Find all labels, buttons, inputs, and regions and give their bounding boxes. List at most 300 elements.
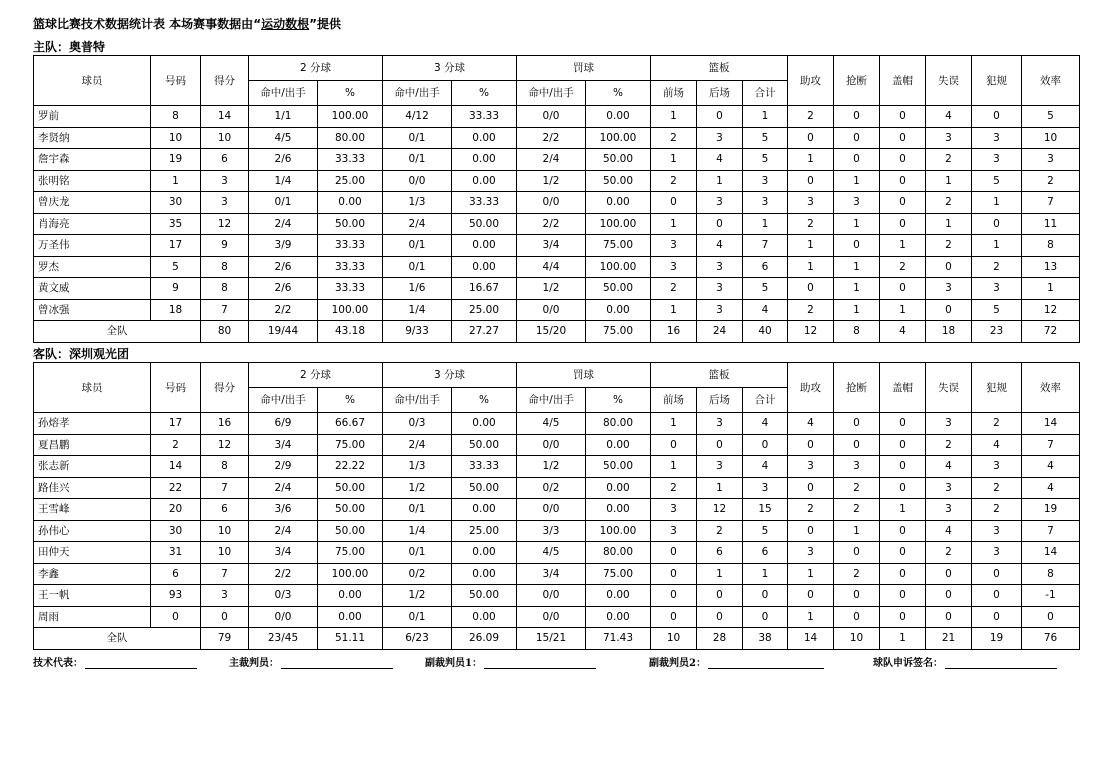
cell-assists: 2 (788, 299, 834, 321)
cell-ft-pct: 0.00 (586, 606, 651, 628)
tech-rep-label: 技术代表： (33, 658, 83, 669)
cell-ft-made: 0/2 (517, 477, 586, 499)
col-header-points: 得分 (201, 56, 249, 106)
col-header-def-reb: 后场 (697, 388, 743, 413)
cell-fouls: 3 (972, 278, 1022, 300)
cell-turnovers: 0 (926, 606, 972, 628)
cell-off-reb: 0 (651, 434, 697, 456)
col-header-three-pct: % (452, 388, 517, 413)
cell-ft-made: 0/0 (517, 499, 586, 521)
cell-off-reb: 0 (651, 563, 697, 585)
cell-player: 黄文威 (34, 278, 151, 300)
col-header-three-pt: 3 分球 (383, 56, 517, 81)
cell-turnovers: 3 (926, 477, 972, 499)
cell-def-reb: 3 (697, 192, 743, 214)
cell-ft-pct: 50.00 (586, 170, 651, 192)
title-prefix: 篮球比赛技术数据统计表 本场赛事数据由 (33, 17, 254, 31)
cell-two-made: 1/4 (249, 170, 318, 192)
player-row (34, 192, 1080, 214)
cell-tot-reb: 0 (743, 434, 788, 456)
cell-fouls: 4 (972, 434, 1022, 456)
title-source: 运动数根 (261, 17, 310, 31)
cell-ft-pct: 50.00 (586, 278, 651, 300)
player-row (34, 585, 1080, 607)
cell-blocks: 0 (880, 213, 926, 235)
cell-efficiency: -1 (1022, 585, 1080, 607)
cell-two-made: 2/2 (249, 563, 318, 585)
cell-assists: 3 (788, 456, 834, 478)
cell-ft-pct: 100.00 (586, 520, 651, 542)
col-header-fouls: 犯规 (972, 56, 1022, 106)
cell-turnovers: 0 (926, 299, 972, 321)
cell-ft-made: 3/4 (517, 563, 586, 585)
cell-turnovers: 2 (926, 235, 972, 257)
col-header-ft-made-att: 命中/出手 (517, 388, 586, 413)
col-header-off-reb: 前场 (651, 81, 697, 106)
cell-number: 17 (151, 413, 201, 435)
total-three-pct: 26.09 (452, 628, 517, 650)
col-header-number: 号码 (151, 56, 201, 106)
col-header-two-pct: % (318, 81, 383, 106)
cell-two-made: 4/5 (249, 127, 318, 149)
cell-number: 93 (151, 585, 201, 607)
cell-assists: 0 (788, 170, 834, 192)
player-row (34, 278, 1080, 300)
total-two-made: 19/44 (249, 321, 318, 343)
cell-steals: 0 (834, 106, 880, 128)
col-header-steals: 抢断 (834, 56, 880, 106)
cell-points: 3 (201, 170, 249, 192)
cell-number: 30 (151, 520, 201, 542)
cell-ft-pct: 0.00 (586, 585, 651, 607)
cell-player: 孙熔孝 (34, 413, 151, 435)
cell-two-made: 2/6 (249, 149, 318, 171)
cell-number: 10 (151, 127, 201, 149)
cell-turnovers: 0 (926, 585, 972, 607)
cell-steals: 3 (834, 456, 880, 478)
cell-efficiency: 7 (1022, 192, 1080, 214)
cell-turnovers: 3 (926, 278, 972, 300)
cell-two-pct: 50.00 (318, 477, 383, 499)
cell-off-reb: 2 (651, 278, 697, 300)
cell-assists: 1 (788, 256, 834, 278)
cell-off-reb: 1 (651, 213, 697, 235)
cell-efficiency: 3 (1022, 149, 1080, 171)
cell-ft-pct: 100.00 (586, 213, 651, 235)
cell-player: 路佳兴 (34, 477, 151, 499)
cell-player: 李鑫 (34, 563, 151, 585)
cell-two-made: 3/9 (249, 235, 318, 257)
umpire2-line[interactable] (708, 657, 824, 669)
cell-off-reb: 3 (651, 499, 697, 521)
header-row-top (34, 363, 1080, 388)
col-header-rebounds: 篮板 (651, 56, 788, 81)
cell-player: 王雪峰 (34, 499, 151, 521)
col-header-two-made-att: 命中/出手 (249, 81, 318, 106)
total-efficiency: 72 (1022, 321, 1080, 343)
cell-fouls: 5 (972, 170, 1022, 192)
cell-tot-reb: 6 (743, 256, 788, 278)
title-suffix: 提供 (316, 17, 341, 31)
cell-two-made: 2/2 (249, 299, 318, 321)
cell-turnovers: 0 (926, 563, 972, 585)
cell-ft-pct: 0.00 (586, 434, 651, 456)
cell-off-reb: 2 (651, 170, 697, 192)
cell-player: 罗前 (34, 106, 151, 128)
cell-number: 17 (151, 235, 201, 257)
team-total-row (34, 628, 1080, 650)
cell-turnovers: 4 (926, 106, 972, 128)
cell-turnovers: 4 (926, 456, 972, 478)
cell-two-made: 3/6 (249, 499, 318, 521)
total-player: 全队 (34, 628, 201, 650)
cell-three-made: 0/2 (383, 563, 452, 585)
cell-steals: 0 (834, 235, 880, 257)
player-row (34, 256, 1080, 278)
cell-player: 万圣伟 (34, 235, 151, 257)
col-header-player: 球员 (34, 363, 151, 413)
total-ft-made: 15/21 (517, 628, 586, 650)
cell-ft-made: 0/0 (517, 585, 586, 607)
cell-number: 18 (151, 299, 201, 321)
total-three-made: 6/23 (383, 628, 452, 650)
cell-steals: 1 (834, 213, 880, 235)
cell-two-pct: 75.00 (318, 542, 383, 564)
cell-two-made: 2/4 (249, 213, 318, 235)
cell-assists: 2 (788, 106, 834, 128)
cell-fouls: 2 (972, 499, 1022, 521)
cell-def-reb: 3 (697, 413, 743, 435)
cell-ft-pct: 50.00 (586, 456, 651, 478)
cell-player: 王一帆 (34, 585, 151, 607)
cell-ft-pct: 0.00 (586, 192, 651, 214)
header-row-top (34, 56, 1080, 81)
cell-number: 0 (151, 606, 201, 628)
cell-number: 5 (151, 256, 201, 278)
cell-player: 罗杰 (34, 256, 151, 278)
cell-two-made: 2/6 (249, 278, 318, 300)
cell-efficiency: 1 (1022, 278, 1080, 300)
cell-tot-reb: 1 (743, 213, 788, 235)
total-off-reb: 16 (651, 321, 697, 343)
cell-blocks: 2 (880, 256, 926, 278)
cell-assists: 0 (788, 278, 834, 300)
cell-three-made: 0/1 (383, 256, 452, 278)
col-header-blocks: 盖帽 (880, 56, 926, 106)
cell-number: 19 (151, 149, 201, 171)
cell-three-pct: 0.00 (452, 256, 517, 278)
cell-two-pct: 100.00 (318, 563, 383, 585)
cell-fouls: 3 (972, 127, 1022, 149)
cell-two-pct: 75.00 (318, 434, 383, 456)
cell-ft-pct: 80.00 (586, 413, 651, 435)
cell-steals: 1 (834, 299, 880, 321)
cell-turnovers: 3 (926, 127, 972, 149)
col-header-player: 球员 (34, 56, 151, 106)
cell-blocks: 1 (880, 499, 926, 521)
cell-two-made: 6/9 (249, 413, 318, 435)
cell-player: 肖海亮 (34, 213, 151, 235)
cell-number: 1 (151, 170, 201, 192)
cell-ft-pct: 80.00 (586, 542, 651, 564)
col-header-rebounds: 篮板 (651, 363, 788, 388)
cell-def-reb: 3 (697, 127, 743, 149)
cell-blocks: 0 (880, 170, 926, 192)
cell-tot-reb: 4 (743, 413, 788, 435)
cell-blocks: 0 (880, 278, 926, 300)
cell-ft-made: 0/0 (517, 106, 586, 128)
col-header-two-made-att: 命中/出手 (249, 388, 318, 413)
cell-three-made: 1/3 (383, 192, 452, 214)
signature-row (33, 654, 1080, 670)
cell-blocks: 0 (880, 192, 926, 214)
cell-def-reb: 1 (697, 477, 743, 499)
cell-ft-made: 1/2 (517, 170, 586, 192)
cell-off-reb: 0 (651, 542, 697, 564)
cell-efficiency: 7 (1022, 434, 1080, 456)
total-three-made: 9/33 (383, 321, 452, 343)
player-row (34, 520, 1080, 542)
cell-three-made: 2/4 (383, 213, 452, 235)
cell-assists: 1 (788, 563, 834, 585)
cell-steals: 1 (834, 256, 880, 278)
cell-assists: 0 (788, 127, 834, 149)
player-row (34, 606, 1080, 628)
cell-ft-pct: 0.00 (586, 477, 651, 499)
cell-three-pct: 16.67 (452, 278, 517, 300)
cell-player: 田仲天 (34, 542, 151, 564)
cell-points: 0 (201, 606, 249, 628)
cell-steals: 1 (834, 278, 880, 300)
total-ft-pct: 75.00 (586, 321, 651, 343)
cell-three-pct: 33.33 (452, 106, 517, 128)
cell-player: 李贤纳 (34, 127, 151, 149)
cell-efficiency: 4 (1022, 477, 1080, 499)
cell-assists: 2 (788, 213, 834, 235)
cell-off-reb: 3 (651, 235, 697, 257)
umpire1-line[interactable] (484, 657, 596, 669)
cell-ft-made: 0/0 (517, 434, 586, 456)
cell-two-made: 2/4 (249, 520, 318, 542)
player-row (34, 299, 1080, 321)
chief-ref-signature (229, 654, 393, 669)
cell-number: 20 (151, 499, 201, 521)
cell-three-pct: 0.00 (452, 235, 517, 257)
player-row (34, 563, 1080, 585)
cell-assists: 0 (788, 477, 834, 499)
cell-three-made: 0/1 (383, 499, 452, 521)
chief-ref-line[interactable] (281, 657, 393, 669)
cell-turnovers: 0 (926, 256, 972, 278)
cell-points: 10 (201, 520, 249, 542)
cell-def-reb: 0 (697, 434, 743, 456)
cell-fouls: 0 (972, 106, 1022, 128)
cell-efficiency: 14 (1022, 542, 1080, 564)
cell-two-pct: 0.00 (318, 585, 383, 607)
total-blocks: 4 (880, 321, 926, 343)
cell-fouls: 3 (972, 520, 1022, 542)
cell-off-reb: 0 (651, 192, 697, 214)
cell-efficiency: 5 (1022, 106, 1080, 128)
cell-fouls: 1 (972, 192, 1022, 214)
cell-steals: 0 (834, 585, 880, 607)
cell-three-pct: 0.00 (452, 499, 517, 521)
cell-assists: 0 (788, 434, 834, 456)
cell-blocks: 0 (880, 477, 926, 499)
cell-points: 12 (201, 213, 249, 235)
cell-efficiency: 7 (1022, 520, 1080, 542)
cell-player: 詹宇森 (34, 149, 151, 171)
cell-two-made: 3/4 (249, 542, 318, 564)
cell-def-reb: 6 (697, 542, 743, 564)
col-header-turnovers: 失误 (926, 363, 972, 413)
total-def-reb: 28 (697, 628, 743, 650)
cell-three-made: 4/12 (383, 106, 452, 128)
cell-tot-reb: 1 (743, 563, 788, 585)
cell-off-reb: 2 (651, 127, 697, 149)
cell-off-reb: 1 (651, 456, 697, 478)
cell-two-made: 0/3 (249, 585, 318, 607)
col-header-fouls: 犯规 (972, 363, 1022, 413)
cell-efficiency: 2 (1022, 170, 1080, 192)
cell-number: 9 (151, 278, 201, 300)
cell-tot-reb: 1 (743, 106, 788, 128)
cell-assists: 3 (788, 192, 834, 214)
cell-three-pct: 50.00 (452, 477, 517, 499)
cell-three-pct: 0.00 (452, 563, 517, 585)
col-header-blocks: 盖帽 (880, 363, 926, 413)
cell-ft-pct: 0.00 (586, 106, 651, 128)
cell-three-pct: 25.00 (452, 520, 517, 542)
total-steals: 8 (834, 321, 880, 343)
total-turnovers: 18 (926, 321, 972, 343)
cell-ft-pct: 0.00 (586, 499, 651, 521)
cell-points: 6 (201, 149, 249, 171)
umpire1-signature (425, 654, 596, 669)
col-header-points: 得分 (201, 363, 249, 413)
col-header-efficiency: 效率 (1022, 363, 1080, 413)
cell-fouls: 3 (972, 542, 1022, 564)
cell-tot-reb: 5 (743, 127, 788, 149)
col-header-free-throw: 罚球 (517, 363, 651, 388)
protest-line[interactable] (945, 657, 1057, 669)
total-two-made: 23/45 (249, 628, 318, 650)
cell-player: 周雨 (34, 606, 151, 628)
cell-steals: 2 (834, 563, 880, 585)
cell-ft-made: 0/0 (517, 299, 586, 321)
total-tot-reb: 38 (743, 628, 788, 650)
cell-fouls: 2 (972, 413, 1022, 435)
cell-efficiency: 14 (1022, 413, 1080, 435)
col-header-ft-pct: % (586, 388, 651, 413)
cell-turnovers: 3 (926, 413, 972, 435)
cell-assists: 1 (788, 606, 834, 628)
cell-three-pct: 33.33 (452, 456, 517, 478)
player-row (34, 149, 1080, 171)
umpire2-label: 副裁判员2： (649, 658, 706, 669)
cell-two-pct: 25.00 (318, 170, 383, 192)
tech-rep-line[interactable] (85, 657, 197, 669)
cell-ft-made: 1/2 (517, 456, 586, 478)
player-row (34, 235, 1080, 257)
cell-three-made: 0/0 (383, 170, 452, 192)
cell-turnovers: 2 (926, 434, 972, 456)
cell-fouls: 5 (972, 299, 1022, 321)
cell-points: 7 (201, 299, 249, 321)
cell-three-pct: 0.00 (452, 542, 517, 564)
cell-fouls: 1 (972, 235, 1022, 257)
cell-three-pct: 0.00 (452, 149, 517, 171)
cell-three-made: 0/1 (383, 606, 452, 628)
cell-three-made: 0/1 (383, 127, 452, 149)
cell-tot-reb: 5 (743, 520, 788, 542)
cell-points: 10 (201, 127, 249, 149)
cell-def-reb: 4 (697, 149, 743, 171)
cell-blocks: 0 (880, 127, 926, 149)
cell-ft-made: 3/3 (517, 520, 586, 542)
cell-two-pct: 100.00 (318, 299, 383, 321)
cell-three-pct: 25.00 (452, 299, 517, 321)
cell-three-pct: 33.33 (452, 192, 517, 214)
cell-points: 12 (201, 434, 249, 456)
col-header-two-pt: 2 分球 (249, 363, 383, 388)
cell-efficiency: 4 (1022, 456, 1080, 478)
cell-three-pct: 50.00 (452, 585, 517, 607)
cell-three-pct: 0.00 (452, 170, 517, 192)
cell-three-made: 1/2 (383, 477, 452, 499)
cell-tot-reb: 0 (743, 585, 788, 607)
total-tot-reb: 40 (743, 321, 788, 343)
cell-steals: 2 (834, 499, 880, 521)
cell-def-reb: 2 (697, 520, 743, 542)
cell-def-reb: 1 (697, 563, 743, 585)
cell-three-made: 0/3 (383, 413, 452, 435)
cell-def-reb: 4 (697, 235, 743, 257)
cell-player: 孙伟心 (34, 520, 151, 542)
total-three-pct: 27.27 (452, 321, 517, 343)
cell-blocks: 1 (880, 299, 926, 321)
cell-ft-made: 2/4 (517, 149, 586, 171)
title-quote-close: ” (309, 17, 317, 31)
home-team-label: 主队：奥普特 (33, 40, 106, 54)
cell-assists: 1 (788, 149, 834, 171)
umpire1-label: 副裁判员1： (425, 658, 482, 669)
cell-three-made: 0/1 (383, 235, 452, 257)
cell-two-made: 2/4 (249, 477, 318, 499)
cell-tot-reb: 4 (743, 299, 788, 321)
player-row (34, 542, 1080, 564)
home-stats-table (33, 55, 1080, 343)
cell-three-pct: 50.00 (452, 434, 517, 456)
cell-two-pct: 0.00 (318, 606, 383, 628)
cell-steals: 2 (834, 477, 880, 499)
cell-three-pct: 50.00 (452, 213, 517, 235)
document-title (33, 15, 341, 32)
cell-def-reb: 3 (697, 278, 743, 300)
total-efficiency: 76 (1022, 628, 1080, 650)
total-blocks: 1 (880, 628, 926, 650)
total-assists: 12 (788, 321, 834, 343)
cell-steals: 0 (834, 542, 880, 564)
cell-blocks: 0 (880, 563, 926, 585)
total-two-pct: 43.18 (318, 321, 383, 343)
cell-turnovers: 1 (926, 213, 972, 235)
cell-tot-reb: 15 (743, 499, 788, 521)
col-header-ft-made-att: 命中/出手 (517, 81, 586, 106)
cell-blocks: 0 (880, 606, 926, 628)
cell-three-pct: 0.00 (452, 413, 517, 435)
col-header-tot-reb: 合计 (743, 388, 788, 413)
